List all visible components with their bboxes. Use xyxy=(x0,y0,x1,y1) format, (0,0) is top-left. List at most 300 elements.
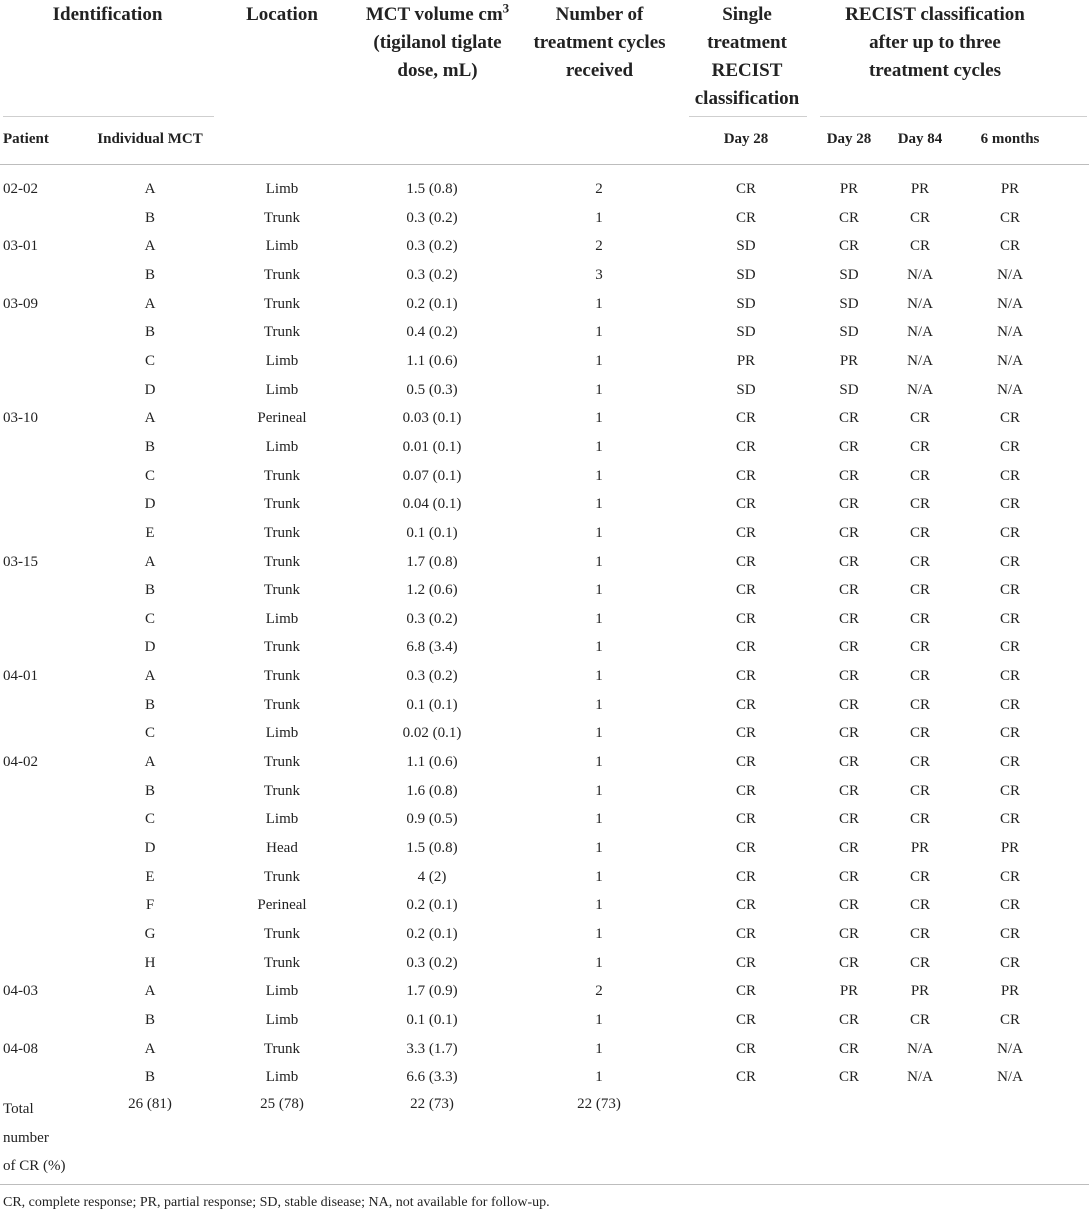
cell-day28: CR xyxy=(838,496,859,513)
cell-6months: CR xyxy=(999,553,1020,570)
header-single-line2: treatment xyxy=(707,32,787,53)
total-mct: 26 (81) xyxy=(128,1096,172,1112)
cell-volume: 0.2 (0.1) xyxy=(406,925,458,942)
cell-mct: D xyxy=(144,496,156,513)
cell-volume: 1.5 (0.8) xyxy=(406,839,458,856)
cell-day84: CR xyxy=(909,925,930,942)
cell-cycles: 1 xyxy=(595,725,603,742)
cell-day28: CR xyxy=(838,610,859,627)
cell-location: Trunk xyxy=(263,209,301,226)
cell-cycles: 1 xyxy=(595,324,603,341)
header-cycles xyxy=(517,1,682,85)
cell-mct: B xyxy=(144,438,155,455)
subheader-day28-single: Day 28 xyxy=(723,131,769,147)
cell-6months: CR xyxy=(999,897,1020,914)
cell-volume: 0.3 (0.2) xyxy=(406,954,458,971)
cell-single: CR xyxy=(735,725,756,742)
cell-6months: N/A xyxy=(997,266,1023,283)
cell-volume: 0.2 (0.1) xyxy=(406,897,458,914)
cell-6months: PR xyxy=(1000,839,1020,856)
header-recist-line2: after up to three xyxy=(869,32,1001,53)
cell-6months: CR xyxy=(999,782,1020,799)
cell-day84: CR xyxy=(909,868,930,885)
cell-cycles: 3 xyxy=(595,266,603,283)
cell-cycles: 1 xyxy=(595,496,603,513)
cell-cycles: 1 xyxy=(595,754,603,770)
cell-single: CR xyxy=(735,954,756,971)
cell-6months: N/A xyxy=(997,1069,1023,1086)
cell-day84: CR xyxy=(909,725,930,742)
cell-day84: CR xyxy=(909,582,930,599)
cell-volume: 0.3 (0.2) xyxy=(406,610,458,627)
cell-6months: PR xyxy=(1000,181,1020,197)
cell-single: CR xyxy=(735,897,756,914)
cell-patient: 04-03 xyxy=(3,983,38,1000)
cell-mct: C xyxy=(144,610,155,627)
total-location: 25 (78) xyxy=(260,1096,304,1112)
cell-cycles: 1 xyxy=(595,582,603,599)
cell-location: Trunk xyxy=(263,295,301,312)
cell-mct: B xyxy=(144,1011,155,1028)
cell-day84: CR xyxy=(909,754,930,770)
cell-single: CR xyxy=(735,582,756,599)
cell-6months: CR xyxy=(999,668,1020,684)
cell-volume: 0.01 (0.1) xyxy=(402,438,462,455)
cell-6months: CR xyxy=(999,496,1020,513)
cell-location: Trunk xyxy=(263,467,301,484)
cell-day84: N/A xyxy=(907,381,933,398)
cell-day28: CR xyxy=(838,811,859,828)
cell-location: Limb xyxy=(265,181,299,197)
cell-day84: N/A xyxy=(907,352,933,369)
cell-day84: CR xyxy=(909,209,930,226)
identification-rule xyxy=(3,116,214,117)
cell-6months: CR xyxy=(999,868,1020,885)
cell-volume: 0.3 (0.2) xyxy=(406,238,458,255)
cell-mct: B xyxy=(144,782,155,799)
cell-6months: CR xyxy=(999,209,1020,226)
cell-6months: CR xyxy=(999,467,1020,484)
cell-mct: C xyxy=(144,352,155,369)
cell-6months: N/A xyxy=(997,352,1023,369)
cell-mct: B xyxy=(144,696,155,713)
header-recist xyxy=(820,1,1050,85)
cell-6months: CR xyxy=(999,696,1020,713)
cell-location: Trunk xyxy=(263,868,301,885)
cell-volume: 1.5 (0.8) xyxy=(406,181,458,197)
cell-day28: CR xyxy=(838,438,859,455)
cell-patient: 03-01 xyxy=(3,238,38,255)
header-location: Location xyxy=(246,4,318,25)
cell-mct: A xyxy=(144,668,156,684)
header-cycles-line3: received xyxy=(565,60,634,81)
cell-6months: CR xyxy=(999,725,1020,742)
cell-day84: CR xyxy=(909,782,930,799)
cell-location: Trunk xyxy=(263,553,301,570)
cell-day28: CR xyxy=(838,1069,859,1086)
cell-location: Trunk xyxy=(263,1040,301,1057)
cell-single: CR xyxy=(735,782,756,799)
cell-single: CR xyxy=(735,524,756,541)
cell-single: PR xyxy=(736,352,756,369)
cell-6months: CR xyxy=(999,811,1020,828)
cell-day84: CR xyxy=(909,410,930,427)
cell-6months: CR xyxy=(999,438,1020,455)
cell-single: SD xyxy=(736,381,756,398)
cell-day28: CR xyxy=(838,868,859,885)
header-volume-line2: (tigilanol tiglate xyxy=(373,32,502,53)
cell-cycles: 1 xyxy=(595,668,603,684)
cell-day84: CR xyxy=(909,467,930,484)
cell-day84: CR xyxy=(909,668,930,684)
cell-mct: A xyxy=(144,410,156,427)
cell-volume: 0.02 (0.1) xyxy=(402,725,462,742)
subheader-individual-mct: Individual MCT xyxy=(97,131,203,147)
cell-6months: CR xyxy=(999,754,1020,770)
cell-mct: F xyxy=(145,897,155,914)
cell-cycles: 1 xyxy=(595,839,603,856)
cell-volume: 1.6 (0.8) xyxy=(406,782,458,799)
cell-cycles: 1 xyxy=(595,381,603,398)
cell-6months: CR xyxy=(999,238,1020,255)
cell-single: CR xyxy=(735,839,756,856)
cell-day28: CR xyxy=(838,467,859,484)
cell-day28: CR xyxy=(838,639,859,656)
cell-day84: CR xyxy=(909,496,930,513)
cell-6months: CR xyxy=(999,582,1020,599)
cell-day28: CR xyxy=(838,668,859,684)
cell-cycles: 1 xyxy=(595,811,603,828)
cell-single: CR xyxy=(735,438,756,455)
cell-volume: 0.04 (0.1) xyxy=(402,496,462,513)
cell-patient: 04-01 xyxy=(3,668,38,684)
cell-6months: CR xyxy=(999,1011,1020,1028)
cell-6months: CR xyxy=(999,639,1020,656)
table-bottom-rule xyxy=(0,1184,1089,1185)
cell-volume: 1.1 (0.6) xyxy=(406,352,458,369)
header-identification: Identification xyxy=(52,4,163,25)
cell-mct: A xyxy=(144,553,156,570)
total-label-line3: of CR (%) xyxy=(3,1158,66,1174)
cell-location: Head xyxy=(266,839,298,856)
table-footnote: CR, complete response; PR, partial response; SD, stable disease; NA, not available for follow-up. xyxy=(3,1195,550,1210)
header-recist-line3: treatment cycles xyxy=(868,60,1002,81)
cell-day84: PR xyxy=(910,181,930,197)
cell-day84: CR xyxy=(909,696,930,713)
cell-day28: CR xyxy=(838,725,859,742)
cell-day28: CR xyxy=(838,524,859,541)
cell-cycles: 1 xyxy=(595,524,603,541)
cell-volume: 1.7 (0.9) xyxy=(406,983,458,1000)
header-volume-sup: 3 xyxy=(502,0,510,16)
cell-day84: CR xyxy=(909,553,930,570)
cell-day28: CR xyxy=(838,209,859,226)
cell-day84: PR xyxy=(910,983,930,1000)
cell-mct: E xyxy=(145,868,155,885)
cell-location: Limb xyxy=(265,983,299,1000)
cell-day28: CR xyxy=(838,238,859,255)
header-bottom-rule xyxy=(0,164,1089,165)
cell-day84: CR xyxy=(909,954,930,971)
cell-cycles: 1 xyxy=(595,295,603,312)
cell-single: CR xyxy=(735,181,756,197)
cell-cycles: 1 xyxy=(595,897,603,914)
cell-day84: CR xyxy=(909,811,930,828)
total-label xyxy=(3,1095,66,1181)
cell-volume: 0.1 (0.1) xyxy=(406,696,458,713)
cell-mct: B xyxy=(144,582,155,599)
cell-volume: 0.1 (0.1) xyxy=(406,1011,458,1028)
cell-6months: CR xyxy=(999,610,1020,627)
cell-cycles: 1 xyxy=(595,954,603,971)
cell-6months: CR xyxy=(999,410,1020,427)
cell-day28: CR xyxy=(838,1040,859,1057)
cell-6months: CR xyxy=(999,925,1020,942)
cell-location: Trunk xyxy=(263,754,301,770)
cell-volume: 6.6 (3.3) xyxy=(406,1069,458,1086)
cell-mct: A xyxy=(144,181,156,197)
cell-patient: 03-15 xyxy=(3,553,38,570)
cell-single: CR xyxy=(735,1069,756,1086)
cell-cycles: 2 xyxy=(595,238,603,255)
cell-mct: B xyxy=(144,1069,155,1086)
cell-location: Trunk xyxy=(263,524,301,541)
cell-location: Perineal xyxy=(257,410,307,427)
cell-location: Limb xyxy=(265,438,299,455)
cell-single: CR xyxy=(735,868,756,885)
cell-volume: 1.7 (0.8) xyxy=(406,553,458,570)
cell-day28: PR xyxy=(839,983,859,1000)
cell-mct: C xyxy=(144,467,155,484)
cell-day84: CR xyxy=(909,897,930,914)
cell-volume: 0.4 (0.2) xyxy=(406,324,458,341)
cell-day28: CR xyxy=(838,839,859,856)
header-recist-line1: RECIST classification xyxy=(845,4,1025,25)
cell-day84: N/A xyxy=(907,266,933,283)
header-cycles-line1: Number of xyxy=(555,4,644,25)
cell-cycles: 2 xyxy=(595,983,603,1000)
cell-cycles: 1 xyxy=(595,553,603,570)
header-volume-line1: MCT volume cm xyxy=(365,4,503,25)
cell-volume: 0.03 (0.1) xyxy=(402,410,462,427)
cell-single: CR xyxy=(735,811,756,828)
cell-day84: PR xyxy=(910,839,930,856)
cell-mct: C xyxy=(144,725,155,742)
cell-location: Limb xyxy=(265,1069,299,1086)
cell-single: CR xyxy=(735,467,756,484)
cell-single: CR xyxy=(735,696,756,713)
cell-location: Limb xyxy=(265,1011,299,1028)
cell-mct: D xyxy=(144,839,156,856)
cell-single: CR xyxy=(735,668,756,684)
subheader-day28: Day 28 xyxy=(826,131,872,147)
cell-patient: 04-02 xyxy=(3,754,38,770)
cell-volume: 1.1 (0.6) xyxy=(406,754,458,770)
cell-cycles: 1 xyxy=(595,1069,603,1086)
cell-day84: CR xyxy=(909,1011,930,1028)
cell-day28: CR xyxy=(838,754,859,770)
header-single-treatment xyxy=(688,1,806,113)
header-volume-line3: dose, mL) xyxy=(397,60,478,81)
cell-day84: N/A xyxy=(907,1040,933,1057)
header-volume xyxy=(340,1,535,85)
cell-patient: 02-02 xyxy=(3,181,38,197)
cell-volume: 0.9 (0.5) xyxy=(406,811,458,828)
cell-single: CR xyxy=(735,1040,756,1057)
cell-location: Trunk xyxy=(263,266,301,283)
cell-6months: N/A xyxy=(997,1040,1023,1057)
cell-cycles: 1 xyxy=(595,352,603,369)
cell-day28: SD xyxy=(839,295,859,312)
cell-mct: A xyxy=(144,295,156,312)
cell-location: Trunk xyxy=(263,954,301,971)
cell-day84: N/A xyxy=(907,324,933,341)
cell-location: Trunk xyxy=(263,324,301,341)
cell-day28: CR xyxy=(838,782,859,799)
header-single-line4: classification xyxy=(694,88,800,109)
cell-location: Trunk xyxy=(263,782,301,799)
cell-single: CR xyxy=(735,983,756,1000)
cell-mct: B xyxy=(144,324,155,341)
cell-day84: CR xyxy=(909,438,930,455)
cell-cycles: 1 xyxy=(595,1040,603,1057)
cell-location: Trunk xyxy=(263,925,301,942)
cell-single: CR xyxy=(735,1011,756,1028)
cell-patient: 03-10 xyxy=(3,410,38,427)
cell-6months: CR xyxy=(999,524,1020,541)
cell-cycles: 1 xyxy=(595,610,603,627)
cell-location: Limb xyxy=(265,725,299,742)
cell-volume: 0.1 (0.1) xyxy=(406,524,458,541)
cell-volume: 0.3 (0.2) xyxy=(406,266,458,283)
cell-location: Trunk xyxy=(263,696,301,713)
cell-single: CR xyxy=(735,209,756,226)
cell-cycles: 1 xyxy=(595,1011,603,1028)
cell-mct: A xyxy=(144,983,156,1000)
cell-mct: E xyxy=(145,524,155,541)
recist-rule xyxy=(820,116,1087,117)
cell-day28: CR xyxy=(838,925,859,942)
total-volume: 22 (73) xyxy=(410,1096,454,1112)
cell-mct: H xyxy=(144,954,156,971)
cell-location: Limb xyxy=(265,811,299,828)
cell-location: Perineal xyxy=(257,897,307,914)
cell-day84: CR xyxy=(909,238,930,255)
cell-cycles: 1 xyxy=(595,696,603,713)
cell-volume: 6.8 (3.4) xyxy=(406,639,458,656)
cell-day28: PR xyxy=(839,352,859,369)
single-treatment-rule xyxy=(689,116,807,117)
cell-volume: 1.2 (0.6) xyxy=(406,582,458,599)
cell-day28: SD xyxy=(839,324,859,341)
cell-location: Limb xyxy=(265,381,299,398)
cell-cycles: 2 xyxy=(595,181,603,197)
cell-location: Trunk xyxy=(263,496,301,513)
cell-volume: 3.3 (1.7) xyxy=(406,1040,458,1057)
cell-volume: 0.3 (0.2) xyxy=(406,668,458,684)
cell-location: Trunk xyxy=(263,582,301,599)
cell-day84: N/A xyxy=(907,1069,933,1086)
cell-volume: 0.07 (0.1) xyxy=(402,467,462,484)
cell-cycles: 1 xyxy=(595,209,603,226)
cell-mct: C xyxy=(144,811,155,828)
cell-single: CR xyxy=(735,496,756,513)
cell-location: Trunk xyxy=(263,668,301,684)
subheader-day84: Day 84 xyxy=(897,131,943,147)
cell-mct: G xyxy=(144,925,156,942)
total-label-line1: Total xyxy=(3,1101,34,1117)
cell-cycles: 1 xyxy=(595,467,603,484)
cell-6months: N/A xyxy=(997,381,1023,398)
cell-day28: CR xyxy=(838,696,859,713)
cell-day84: CR xyxy=(909,610,930,627)
cell-mct: A xyxy=(144,1040,156,1057)
cell-location: Trunk xyxy=(263,639,301,656)
cell-single: CR xyxy=(735,410,756,427)
cell-single: SD xyxy=(736,266,756,283)
cell-6months: CR xyxy=(999,954,1020,971)
cell-mct: B xyxy=(144,266,155,283)
cell-day28: PR xyxy=(839,181,859,197)
cell-single: CR xyxy=(735,610,756,627)
cell-patient: 04-08 xyxy=(3,1040,38,1057)
cell-mct: A xyxy=(144,238,156,255)
cell-cycles: 1 xyxy=(595,782,603,799)
cell-location: Limb xyxy=(265,238,299,255)
cell-mct: A xyxy=(144,754,156,770)
cell-day84: CR xyxy=(909,639,930,656)
header-single-line1: Single xyxy=(722,4,772,25)
subheader-patient: Patient xyxy=(3,131,49,147)
cell-single: SD xyxy=(736,295,756,312)
cell-cycles: 1 xyxy=(595,639,603,656)
cell-mct: D xyxy=(144,381,156,398)
cell-single: CR xyxy=(735,639,756,656)
subheader-6months: 6 months xyxy=(980,131,1040,147)
cell-single: SD xyxy=(736,324,756,341)
header-single-line3: RECIST xyxy=(711,60,783,81)
cell-mct: D xyxy=(144,639,156,656)
cell-day28: CR xyxy=(838,1011,859,1028)
cell-day28: CR xyxy=(838,897,859,914)
header-cycles-line2: treatment cycles xyxy=(533,32,666,53)
cell-cycles: 1 xyxy=(595,438,603,455)
cell-volume: 0.3 (0.2) xyxy=(406,209,458,226)
cell-volume: 0.2 (0.1) xyxy=(406,295,458,312)
cell-day84: N/A xyxy=(907,295,933,312)
cell-cycles: 1 xyxy=(595,410,603,427)
cell-day28: CR xyxy=(838,954,859,971)
cell-location: Limb xyxy=(265,352,299,369)
cell-day84: CR xyxy=(909,524,930,541)
cell-volume: 0.5 (0.3) xyxy=(406,381,458,398)
cell-day28: CR xyxy=(838,410,859,427)
cell-day28: SD xyxy=(839,266,859,283)
total-cycles: 22 (73) xyxy=(577,1096,621,1112)
cell-patient: 03-09 xyxy=(3,295,38,312)
cell-mct: B xyxy=(144,209,155,226)
cell-day28: SD xyxy=(839,381,859,398)
cell-single: SD xyxy=(736,238,756,255)
cell-single: CR xyxy=(735,754,756,770)
cell-day28: CR xyxy=(838,582,859,599)
cell-6months: N/A xyxy=(997,324,1023,341)
cell-volume: 4 (2) xyxy=(417,868,447,885)
cell-6months: N/A xyxy=(997,295,1023,312)
cell-day28: CR xyxy=(838,553,859,570)
cell-location: Limb xyxy=(265,610,299,627)
cell-6months: PR xyxy=(1000,983,1020,1000)
